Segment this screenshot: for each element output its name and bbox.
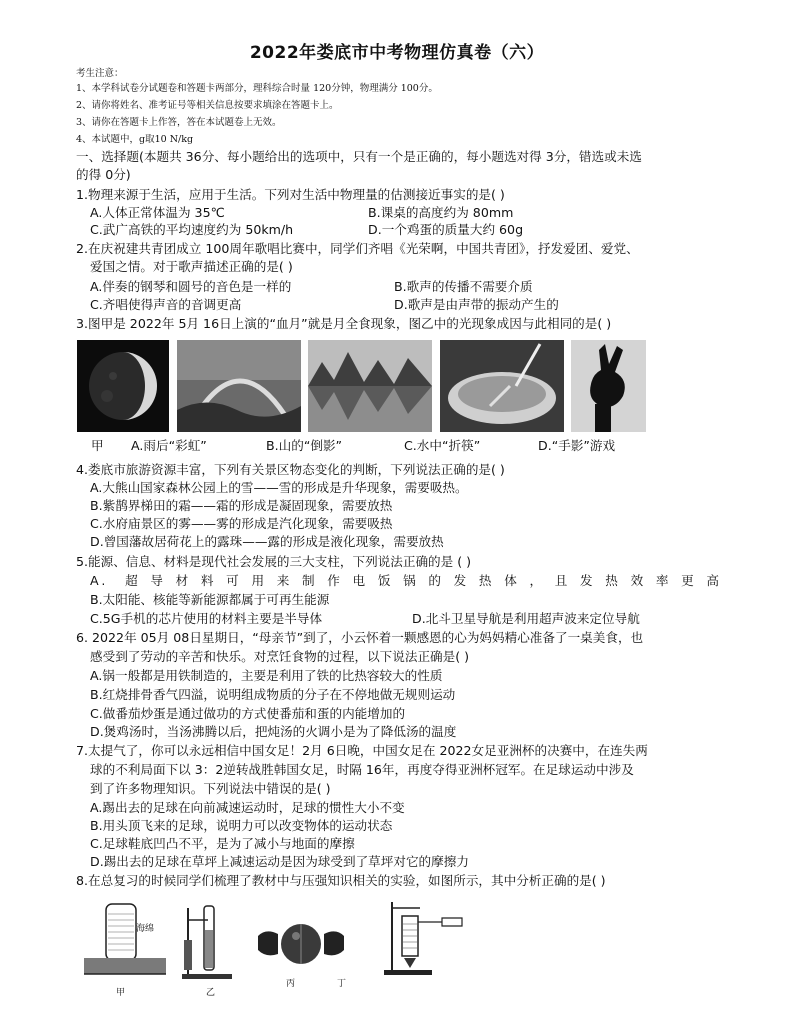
q2-option-c: C.齐唱使得声音的音调更高 xyxy=(90,297,242,312)
q3-caption-jia: 甲 xyxy=(91,438,104,453)
q4-option-b: B.紫鹊界梯田的霜——霜的形成是凝固现象，需要放热 xyxy=(90,498,393,513)
mountain-reflection-image xyxy=(308,340,432,432)
blood-moon-image xyxy=(77,340,169,432)
q3-option-a: A.雨后“彩虹” xyxy=(131,438,207,453)
q6-option-c: C.做番茄炒蛋是通过做功的方式使番茄和蛋的内能增加的 xyxy=(90,706,406,721)
section-heading: 一、选择题(本题共 36分、每小题给出的选项中，只有一个是正确的，每小题选对得 3分，错选或未选 xyxy=(76,149,642,164)
q6-option-b: B.红烧排骨香气四溢，说明组成物质的分子在不停地做无规则运动 xyxy=(90,687,456,702)
sponge-label: 海绵 xyxy=(136,924,155,934)
q4-option-c: C.水府庙景区的雾——雾的形成是汽化现象，需要吸热 xyxy=(90,516,393,531)
notice-item-4: 4、本试题中，g取10 N/kg xyxy=(76,134,194,145)
q8-label-bing: 丙 xyxy=(286,979,296,989)
page-title: 2022年娄底市中考物理仿真卷（六） xyxy=(249,43,545,63)
notice-heading: 考生注意： xyxy=(76,68,124,79)
q6-option-d: D.煲鸡汤时，当汤沸腾以后，把炖汤的火调小是为了降低汤的温度 xyxy=(90,724,457,739)
q7-stem-1: 7.太提气了，你可以永远相信中国女足！2月 6日晚，中国女足在 2022女足亚洲杯的决赛中，在连失两 xyxy=(76,743,648,758)
q8-stem: 8.在总复习的时候同学们梳理了教材中与压强知识相关的实验，如图所示，其中分析正确的是( ) xyxy=(76,873,606,888)
rainbow-image xyxy=(177,340,301,432)
notice-item-1: 1、本学科试卷分试题卷和答题卡两部分，理科综合时量 120分钟，物理满分 100分。 xyxy=(76,83,438,94)
q4-option-d: D.曾国藩故居荷花上的露珠——露的形成是液化现象，需要放热 xyxy=(90,534,444,549)
notice-item-2: 2、请你将姓名、准考证号等相关信息按要求填涂在答题卡上。 xyxy=(76,100,339,111)
q7-option-a: A.踢出去的足球在向前减速运动时，足球的惯性大小不变 xyxy=(90,800,405,815)
q7-option-d: D.踢出去的足球在草坪上减速运动是因为球受到了草坪对它的摩擦力 xyxy=(90,854,469,869)
q7-option-b: B.用头顶飞来的足球，说明力可以改变物体的运动状态 xyxy=(90,818,393,833)
q4-stem: 4.娄底市旅游资源丰富，下列有关景区物态变化的判断，下列说法正确的是( ) xyxy=(76,462,505,477)
q1-option-c: C.武广高铁的平均速度约为 50km/h xyxy=(90,222,294,237)
q5-option-d: D.北斗卫星导航是利用超声波来定位导航 xyxy=(412,611,640,626)
tube-stand-figure xyxy=(178,900,238,982)
section-heading-cont: 的得 0分) xyxy=(76,167,131,182)
q3-option-c: C.水中“折筷” xyxy=(404,438,481,453)
q2-option-a: A.伴奏的钢琴和圆号的音色是一样的 xyxy=(90,279,292,294)
boiling-flask-figure xyxy=(380,898,470,978)
notice-item-3: 3、请你在答题卡上作答，答在本试题卷上无效。 xyxy=(76,117,282,128)
q3-stem: 3.图甲是 2022年 5月 16日上演的“血月”就是月全食现象，图乙中的光现象成因与此相同的是( ) xyxy=(76,316,612,331)
q6-option-a: A.锅一般都是用铁制造的，主要是利用了铁的比热容较大的性质 xyxy=(90,668,443,683)
q1-option-b: B.课桌的高度约为 80mm xyxy=(368,205,514,220)
q3-option-d: D.“手影”游戏 xyxy=(538,438,616,453)
q4-option-a: A.大熊山国家森林公园上的雪——雪的形成是升华现象，需要吸热。 xyxy=(90,480,468,495)
q5-option-b: B.太阳能、核能等新能源都属于可再生能源 xyxy=(90,592,330,607)
q8-label-ding: 丁 xyxy=(337,979,347,989)
q6-stem-1: 6. 2022年 05月 08日星期日，“母亲节”到了，小云怀着一颗感恩的心为妈妈精心准备了一桌美食，也 xyxy=(76,630,644,645)
q8-label-yi: 乙 xyxy=(206,988,216,998)
q6-stem-2: 感受到了劳动的辛苦和快乐。对烹饪食物的过程，以下说法正确是( ) xyxy=(90,649,470,664)
q1-stem: 1.物理来源于生活，应用于生活。下列对生活中物理量的估测接近事实的是( ) xyxy=(76,187,505,202)
q8-label-jia: 甲 xyxy=(116,988,126,998)
q2-stem-2: 爱国之情。对于歌声描述正确的是( ) xyxy=(90,259,293,274)
bent-chopstick-image xyxy=(440,340,564,432)
q5-option-a: A. 超导材料可用来制作电饭锅的发热体，且发热效率更高 xyxy=(90,573,722,588)
q2-option-b: B.歌声的传播不需要介质 xyxy=(394,279,533,294)
q3-option-b: B.山的“倒影” xyxy=(266,438,343,453)
hand-shadow-image xyxy=(571,340,646,432)
q7-option-c: C.足球鞋底凹凸不平，是为了减小与地面的摩擦 xyxy=(90,836,355,851)
q2-option-d: D.歌声是由声带的振动产生的 xyxy=(394,297,559,312)
q7-stem-2: 球的不利局面下以 3：2逆转战胜韩国女足，时隔 16年，再度夺得亚洲杯冠军。在足球运动中涉及 xyxy=(90,762,634,777)
hemispheres-figure xyxy=(256,918,346,968)
q7-stem-3: 到了许多物理知识。下列说法中错误的是( ) xyxy=(90,781,331,796)
q1-option-d: D.一个鸡蛋的质量大约 60g xyxy=(368,222,524,237)
q2-stem-1: 2.在庆祝建共青团成立 100周年歌唱比赛中，同学们齐唱《光荣啊，中国共青团》，抒发爱团、爱党、 xyxy=(76,241,639,256)
bottle-on-sponge-figure xyxy=(80,900,170,982)
q5-stem: 5.能源、信息、材料是现代社会发展的三大支柱，下列说法正确的是 ( ) xyxy=(76,554,472,569)
q5-option-c: C.5G手机的芯片使用的材料主要是半导体 xyxy=(90,611,323,626)
q1-option-a: A.人体正常体温为 35℃ xyxy=(90,205,225,220)
